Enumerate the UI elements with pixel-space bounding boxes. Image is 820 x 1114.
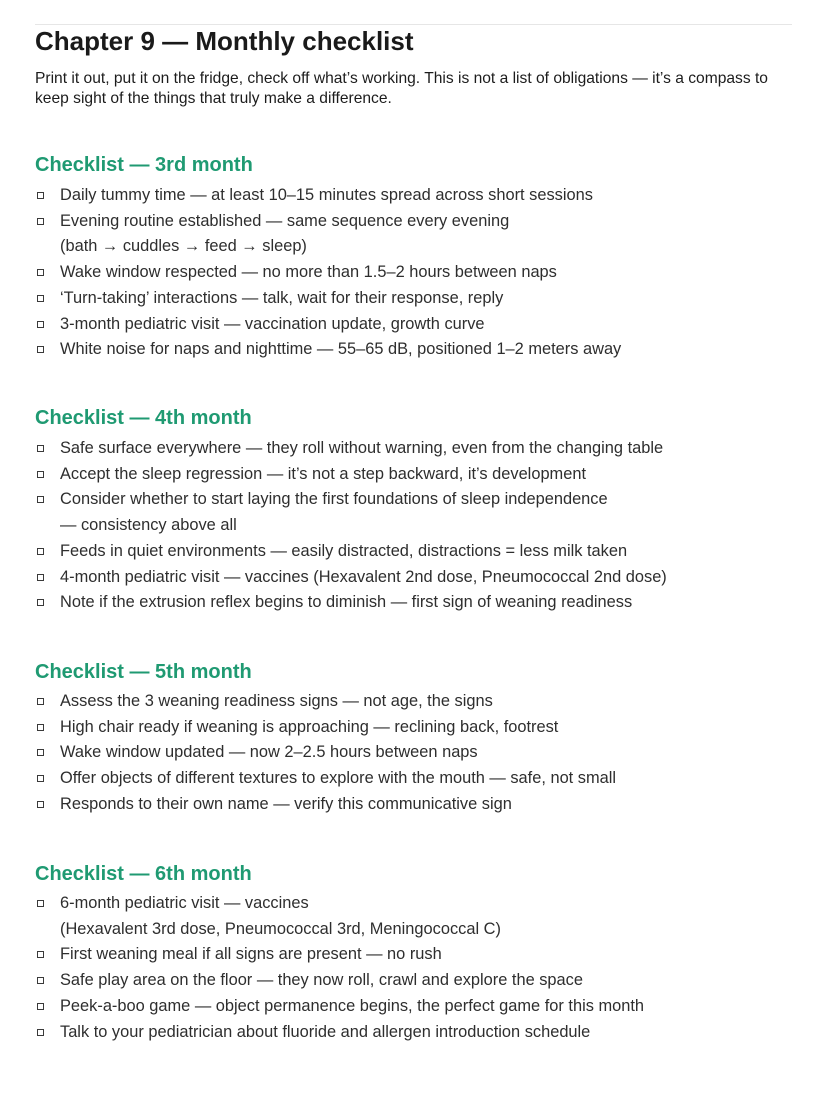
checkbox-icon[interactable] (37, 218, 44, 225)
checklist-item (35, 792, 795, 818)
checklist-section-3rd-month (35, 153, 795, 359)
checklist-item-text: Note if the extrusion reflex begins to diminish — first sign of weaning readiness (60, 593, 633, 612)
checklist-item (35, 183, 795, 209)
checklist-item (35, 1020, 795, 1046)
checklist-item (35, 968, 795, 994)
checklist-item (35, 487, 795, 538)
checkbox-icon[interactable] (37, 1029, 44, 1036)
checklist-item-text: Responds to their own name — verify this communicative sign (60, 794, 512, 813)
checklist-section-6th-month (35, 862, 795, 1041)
checklist-item-text: Safe play area on the floor — they now roll, crawl and explore the space (60, 971, 583, 990)
checkbox-icon[interactable] (37, 724, 44, 731)
intro-paragraph: Print it out, put it on the fridge, check off what’s working. This is not a list of obligations — it’s a compass to keep sight of the things that truly make a difference. (35, 70, 768, 107)
checkbox-icon[interactable] (37, 471, 44, 478)
checkbox-icon[interactable] (37, 801, 44, 808)
checklist-item (35, 539, 795, 565)
top-divider (35, 24, 792, 25)
checklist-item-text: Talk to your pediatrician about fluoride and allergen introduction schedule (60, 1022, 591, 1041)
checkbox-icon[interactable] (37, 346, 44, 353)
checklist-item-text: Accept the sleep regression — it’s not a step backward, it’s development (60, 464, 586, 483)
checklist-item-text: 4-month pediatric visit — vaccines (Hexavalent 2nd dose, Pneumococcal 2nd dose) (60, 567, 667, 586)
checkbox-icon[interactable] (37, 496, 44, 503)
checklist-item-text: Safe surface everywhere — they roll without warning, even from the changing table (60, 439, 664, 457)
checkbox-icon[interactable] (37, 951, 44, 958)
checklist-item (35, 740, 795, 766)
checklist-item-text: Offer objects of different textures to explore with the mouth — safe, not small (60, 769, 617, 788)
checklist-section-4th-month (35, 406, 795, 612)
checkbox-icon[interactable] (37, 599, 44, 606)
checkbox-icon[interactable] (37, 749, 44, 756)
checklist-item (35, 715, 795, 741)
checklist-item-text: Feeds in quiet environments — easily distracted, distractions = less milk taken (60, 541, 628, 560)
checklist-item (35, 590, 795, 616)
checklist-item-text: ‘Turn-taking’ interactions — talk, wait for their response, reply (60, 288, 504, 307)
checkbox-icon[interactable] (37, 445, 44, 452)
checkbox-icon[interactable] (37, 321, 44, 328)
checklist-item-text: 3-month pediatric visit — vaccination update, growth curve (60, 314, 485, 333)
checklist-items (35, 891, 795, 1045)
section-heading: Checklist — 5th month (35, 661, 252, 683)
checklist-item (35, 260, 795, 286)
checklist-item (35, 766, 795, 792)
checkbox-icon[interactable] (37, 548, 44, 555)
checklist-item-text: Assess the 3 weaning readiness signs — not age, the signs (60, 692, 493, 710)
checklist-items (35, 436, 795, 616)
checklist-item (35, 209, 795, 260)
checklist-items (35, 183, 795, 363)
checklist-section-5th-month (35, 660, 795, 813)
section-heading: Checklist — 3rd month (35, 154, 253, 176)
checklist-item (35, 891, 795, 942)
checkbox-icon[interactable] (37, 269, 44, 276)
checklist-item-text: White noise for naps and nighttime — 55–65 dB, positioned 1–2 meters away (60, 340, 622, 359)
checklist-item (35, 436, 795, 462)
checklist-item-text: Wake window updated — now 2–2.5 hours between naps (60, 743, 478, 762)
checkbox-icon[interactable] (37, 574, 44, 581)
checklist-item-text: 6-month pediatric visit — vaccines (Hexavalent 3rd dose, Pneumococcal 3rd, Meningococcal C) (60, 894, 501, 938)
section-heading: Checklist — 6th month (35, 863, 252, 885)
checkbox-icon[interactable] (37, 775, 44, 782)
checkbox-icon[interactable] (37, 295, 44, 302)
checklist-item-text: Evening routine established — same sequence every evening (bath → cuddles → feed → sleep) (60, 211, 510, 256)
checklist-item (35, 942, 795, 968)
checklist-item-text: Peek-a-boo game — object permanence begins, the perfect game for this month (60, 996, 645, 1015)
page-title: Chapter 9 — Monthly checklist (35, 26, 414, 56)
checkbox-icon[interactable] (37, 698, 44, 705)
checkbox-icon[interactable] (37, 900, 44, 907)
checkbox-icon[interactable] (37, 1003, 44, 1010)
checklist-item (35, 312, 795, 338)
checklist-item-text: First weaning meal if all signs are present — no rush (60, 945, 442, 964)
checklist-item (35, 565, 795, 591)
checklist-item-text: Daily tummy time — at least 10–15 minutes spread across short sessions (60, 186, 593, 204)
checklist-items (35, 689, 795, 818)
checklist-item (35, 994, 795, 1020)
checklist-item (35, 462, 795, 488)
checklist-item (35, 337, 795, 363)
checklist-item (35, 286, 795, 312)
section-heading: Checklist — 4th month (35, 407, 252, 429)
checklist-item (35, 689, 795, 715)
checkbox-icon[interactable] (37, 192, 44, 199)
checklist-item-text: Consider whether to start laying the first foundations of sleep independence — consistency above all (60, 490, 608, 535)
checklist-item-text: High chair ready if weaning is approaching — reclining back, footrest (60, 717, 559, 736)
checkbox-icon[interactable] (37, 977, 44, 984)
checklist-item-text: Wake window respected — no more than 1.5–2 hours between naps (60, 263, 557, 282)
